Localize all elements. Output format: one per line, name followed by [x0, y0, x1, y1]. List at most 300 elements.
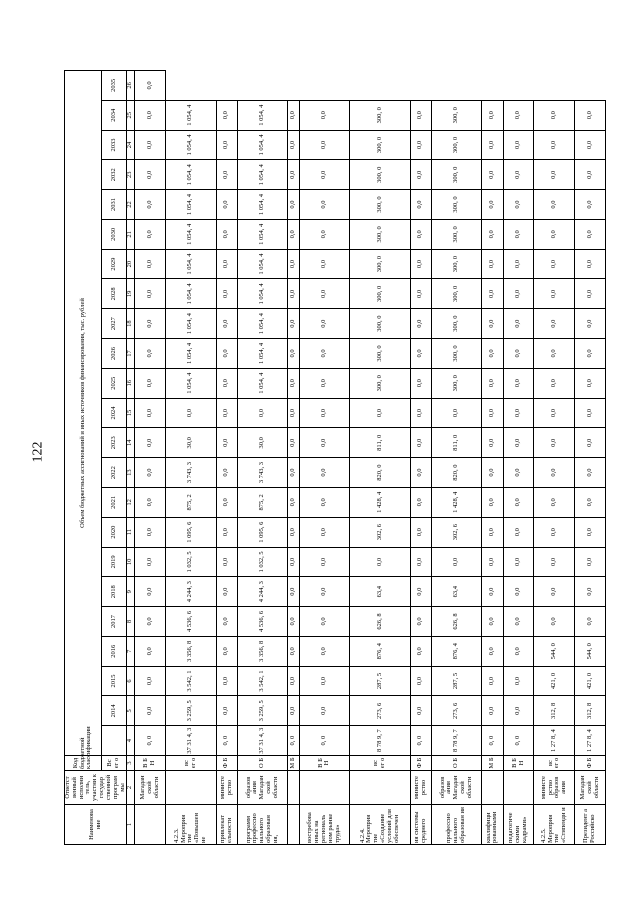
row-source: М Б [288, 756, 299, 771]
row-value: 0,0 [482, 517, 503, 547]
row-value: 875, 2 [237, 487, 288, 517]
document-page [64, 70, 600, 845]
row-value: 0,0 [482, 160, 503, 190]
row-value: 0,0 [575, 368, 606, 398]
column-number: 1 [127, 805, 135, 845]
row-value: 626, 8 [350, 607, 410, 637]
table-row [216, 71, 237, 845]
row-value: 1 095, 6 [237, 517, 288, 547]
header-code: Код бюджетной классификации [65, 756, 102, 771]
row-value: 0,0 [299, 160, 350, 190]
row-value: 312, 8 [575, 696, 606, 726]
row-source: М Б [482, 756, 503, 771]
row-value: 1 27 8, 4 [575, 726, 606, 756]
row-value: 0,0 [575, 607, 606, 637]
row-value: 4 536, 6 [237, 607, 288, 637]
row-value: 0,0 [135, 309, 166, 339]
row-value: 0,0 [482, 607, 503, 637]
row-value: 287, 5 [350, 666, 410, 696]
row-value: 3 259, 5 [237, 696, 288, 726]
row-value: 0,0 [482, 368, 503, 398]
table-row [135, 71, 166, 845]
header-year-total [102, 726, 127, 756]
row-value: 0,0 [299, 100, 350, 130]
row-value: 0,0 [503, 547, 534, 577]
row-value: 0,0 [216, 458, 237, 488]
row-value: 0,0 [534, 160, 575, 190]
row-source: вс ег о [350, 756, 410, 771]
row-value: 1 054, 4 [166, 309, 217, 339]
row-value: 1 054, 4 [237, 190, 288, 220]
row-value: 0,0 [575, 130, 606, 160]
row-value: 0,0 [288, 517, 299, 547]
table-row [350, 71, 410, 845]
row-responsible [350, 771, 410, 805]
row-value: 0,0 [288, 160, 299, 190]
row-value: 0,0 [503, 190, 534, 220]
table-row [534, 71, 575, 845]
row-value: 0,0 [534, 487, 575, 517]
row-value: 0,0 [410, 577, 431, 607]
row-value: 300, 0 [431, 160, 482, 190]
row-value: 0,0 [431, 547, 482, 577]
row-value: 0,0 [503, 517, 534, 547]
row-value: 1 095, 6 [166, 517, 217, 547]
row-value: 0,0 [216, 130, 237, 160]
row-source: Ф Б [216, 756, 237, 771]
column-number: 25 [127, 100, 135, 130]
row-value: 0,0 [503, 130, 534, 160]
row-value: 3 743, 3 [166, 458, 217, 488]
row-value: 0,0 [216, 339, 237, 369]
header-year: 2031 [102, 190, 127, 220]
row-value: 0,0 [299, 577, 350, 607]
column-number: 15 [127, 398, 135, 428]
row-value: 0,0 [299, 517, 350, 547]
row-value: 0,0 [299, 607, 350, 637]
row-value: 300, 0 [431, 368, 482, 398]
row-value: 0,0 [575, 339, 606, 369]
row-value: 0,0 [288, 368, 299, 398]
row-value: 0,0 [482, 219, 503, 249]
row-value: 300, 0 [431, 249, 482, 279]
row-value: 1 054, 4 [166, 219, 217, 249]
row-value: 0,0 [288, 249, 299, 279]
row-value: 0,0 [299, 279, 350, 309]
row-name: педагогиче скими кадрами» [503, 805, 534, 845]
row-value: 0,0 [575, 517, 606, 547]
row-value: 0,0 [482, 547, 503, 577]
row-value: 875, 2 [166, 487, 217, 517]
header-years-row [102, 71, 127, 845]
row-name: привлекат ельности [216, 805, 237, 845]
row-value: 300, 0 [350, 100, 410, 130]
row-source: Ф Б [410, 756, 431, 771]
row-value: 544, 0 [575, 636, 606, 666]
row-value: 0,0 [410, 100, 431, 130]
row-value: 0,0 [216, 100, 237, 130]
row-value: 0,0 [482, 249, 503, 279]
budget-table [64, 70, 606, 845]
row-value: 0,0 [534, 398, 575, 428]
column-number: 26 [127, 71, 135, 101]
row-value: 0,0 [482, 428, 503, 458]
row-responsible: образов ания Магадан ской области [431, 771, 482, 805]
row-value: 37 31 4, 3 [166, 726, 217, 756]
row-name: Президент а Российско [575, 805, 606, 845]
row-value: 0,0 [534, 249, 575, 279]
row-value: 0,0 [410, 428, 431, 458]
row-value: 0,0 [534, 547, 575, 577]
row-value: 0,0 [482, 487, 503, 517]
row-value: 0,0 [534, 190, 575, 220]
header-name: Наименова ние [65, 805, 127, 845]
table-row [166, 71, 217, 845]
header-year: 2030 [102, 219, 127, 249]
row-value: 0,0 [410, 219, 431, 249]
row-value: 0,0 [410, 517, 431, 547]
row-value: 0,0 [135, 249, 166, 279]
row-value: 1 428, 4 [350, 487, 410, 517]
row-value: 0, 0 [410, 726, 431, 756]
row-value: 0,0 [135, 71, 166, 101]
row-value: 0,0 [216, 190, 237, 220]
row-value: 300, 0 [350, 339, 410, 369]
row-value: 1 054, 4 [166, 249, 217, 279]
row-value: 811, 0 [431, 428, 482, 458]
row-value: 0,0 [135, 398, 166, 428]
row-value: 0,0 [575, 279, 606, 309]
row-value: 300, 0 [431, 100, 482, 130]
column-number: 10 [127, 547, 135, 577]
column-number: 22 [127, 190, 135, 220]
row-value: 0,0 [135, 100, 166, 130]
row-value: 0,0 [135, 279, 166, 309]
column-number: 9 [127, 577, 135, 607]
row-value: 4 536, 6 [166, 607, 217, 637]
row-value: 0,0 [482, 190, 503, 220]
table-row [410, 71, 431, 845]
column-number: 2 [127, 771, 135, 805]
row-value: 0,0 [431, 398, 482, 428]
row-value: 0, 0 [482, 726, 503, 756]
row-value: 0,0 [575, 547, 606, 577]
row-value: 0,0 [503, 368, 534, 398]
column-number: 4 [127, 726, 135, 756]
row-value: 876, 4 [350, 636, 410, 666]
row-value: 421, 0 [575, 666, 606, 696]
header-year: 2029 [102, 249, 127, 279]
row-value: 0,0 [216, 428, 237, 458]
row-value: 0,0 [410, 607, 431, 637]
row-value: 0,0 [503, 219, 534, 249]
row-value: 0,0 [410, 249, 431, 279]
row-source: В Б Н [299, 756, 350, 771]
row-value: 0,0 [534, 339, 575, 369]
table-row [237, 71, 288, 845]
row-value: 0,0 [503, 398, 534, 428]
row-value: 300, 0 [431, 339, 482, 369]
row-responsible [503, 771, 534, 805]
row-value: 0,0 [216, 636, 237, 666]
row-value: 300, 0 [350, 309, 410, 339]
column-number: 18 [127, 309, 135, 339]
row-value: 0,0 [135, 666, 166, 696]
row-value: 0,0 [575, 249, 606, 279]
row-value: 1 27 8, 4 [534, 726, 575, 756]
row-value: 0, 0 [503, 726, 534, 756]
row-value: 0,0 [135, 607, 166, 637]
row-value: 0,0 [299, 190, 350, 220]
header-year: 2015 [102, 666, 127, 696]
column-number: 7 [127, 636, 135, 666]
row-responsible: Магадан ской области [135, 771, 166, 805]
row-value: 0,0 [288, 428, 299, 458]
row-value: 0,0 [288, 219, 299, 249]
header-year: 2017 [102, 607, 127, 637]
column-number: 8 [127, 607, 135, 637]
row-name: 4.2.4. Мероприя тие «Создание условий для обеспечен [350, 805, 410, 845]
row-value: 8 78 9, 7 [431, 726, 482, 756]
column-number: 5 [127, 696, 135, 726]
row-value: 0,0 [482, 458, 503, 488]
row-value: 0,0 [534, 279, 575, 309]
row-value: 0,0 [288, 607, 299, 637]
header-year: 2019 [102, 547, 127, 577]
row-value: 300, 0 [350, 130, 410, 160]
row-name: программ профессио нального образован ия, [237, 805, 288, 845]
row-value: 0,0 [350, 547, 410, 577]
row-value: 3 356, 8 [237, 636, 288, 666]
row-value: 0,0 [534, 607, 575, 637]
row-value: 1 054, 4 [166, 339, 217, 369]
row-value: 0,0 [575, 190, 606, 220]
row-value: 0,0 [288, 666, 299, 696]
row-value: 3 743, 3 [237, 458, 288, 488]
row-value: 0,0 [216, 607, 237, 637]
row-value: 0,0 [216, 219, 237, 249]
header-year: 2024 [102, 398, 127, 428]
row-value: 3 259, 5 [166, 696, 217, 726]
row-value: 0,0 [410, 368, 431, 398]
row-responsible [288, 771, 299, 805]
row-value: 544, 0 [534, 636, 575, 666]
row-value: 8 78 9, 7 [350, 726, 410, 756]
row-value: 0,0 [135, 547, 166, 577]
row-value: 0,0 [503, 607, 534, 637]
row-value: 0,0 [503, 160, 534, 190]
row-value: 0, 0 [299, 726, 350, 756]
row-value: 0,0 [135, 130, 166, 160]
header-funding: Объем бюджетных ассигнований и иных источников финансирования, тыс. рублей [65, 71, 102, 756]
row-value: 0,0 [135, 190, 166, 220]
row-value: 0,0 [482, 339, 503, 369]
header-year: 2028 [102, 279, 127, 309]
row-value: 0,0 [534, 130, 575, 160]
row-source: В Б Н [135, 756, 166, 771]
row-value: 0,0 [482, 577, 503, 607]
row-name: востребова нных на региональ ном рынке труда» [299, 805, 350, 845]
row-value: 0,0 [575, 219, 606, 249]
header-year: 2033 [102, 130, 127, 160]
row-value: 0,0 [299, 547, 350, 577]
row-value: 0,0 [534, 368, 575, 398]
table-row [299, 71, 350, 845]
row-value: 1 054, 4 [166, 130, 217, 160]
row-value: 300, 0 [431, 130, 482, 160]
column-number: 11 [127, 517, 135, 547]
row-value: 30,0 [166, 428, 217, 458]
table-body [135, 71, 606, 845]
row-value: 0,0 [299, 130, 350, 160]
row-value: 300, 0 [350, 368, 410, 398]
row-value: 300, 0 [350, 249, 410, 279]
row-value: 1 054, 4 [237, 279, 288, 309]
row-value: 0,0 [575, 577, 606, 607]
row-value: 0,0 [503, 309, 534, 339]
row-value: 0,0 [166, 398, 217, 428]
row-value: 0,0 [534, 458, 575, 488]
row-value: 63,4 [431, 577, 482, 607]
row-value: 1 428, 4 [431, 487, 482, 517]
column-number: 16 [127, 368, 135, 398]
row-value: 0,0 [216, 577, 237, 607]
row-responsible: министе рство [410, 771, 431, 805]
row-value: 300, 0 [431, 190, 482, 220]
row-value: 1 054, 4 [237, 309, 288, 339]
row-name: ия системы среднего [410, 805, 431, 845]
header-year: 2022 [102, 458, 127, 488]
row-value: 0,0 [575, 160, 606, 190]
column-number: 12 [127, 487, 135, 517]
row-source: О Б [237, 756, 288, 771]
row-value: 0,0 [216, 279, 237, 309]
page-number: 122 [30, 441, 46, 463]
row-value: 287, 5 [431, 666, 482, 696]
row-value: 0,0 [288, 547, 299, 577]
row-value: 0,0 [135, 636, 166, 666]
header-year: 2021 [102, 487, 127, 517]
row-value: 1 054, 4 [166, 100, 217, 130]
header-year: 2027 [102, 309, 127, 339]
row-value: 0,0 [216, 368, 237, 398]
row-value: 0,0 [288, 398, 299, 428]
row-value: 1 054, 4 [166, 160, 217, 190]
row-value: 0,0 [135, 339, 166, 369]
row-value: 3 542, 1 [166, 666, 217, 696]
row-value: 0,0 [410, 279, 431, 309]
row-value: 0,0 [288, 577, 299, 607]
row-value: 0,0 [216, 249, 237, 279]
row-value: 0,0 [288, 309, 299, 339]
column-number: 3 [127, 756, 135, 771]
row-value: 0,0 [135, 577, 166, 607]
header-year: 2016 [102, 636, 127, 666]
row-value: 0,0 [299, 428, 350, 458]
row-value: 0,0 [299, 398, 350, 428]
row-value: 0,0 [410, 636, 431, 666]
row-responsible [166, 771, 217, 805]
row-value: 0,0 [135, 487, 166, 517]
row-responsible: Магадан ской области [575, 771, 606, 805]
row-value: 0,0 [503, 636, 534, 666]
row-value: 820, 0 [431, 458, 482, 488]
header-year: 2035 [102, 71, 127, 101]
row-value: 0,0 [410, 696, 431, 726]
row-source: вс ег о [534, 756, 575, 771]
row-value: 3 356, 8 [166, 636, 217, 666]
table-row [431, 71, 482, 845]
row-value: 0,0 [410, 130, 431, 160]
row-value: 1 054, 4 [237, 339, 288, 369]
row-value: 0,0 [288, 487, 299, 517]
row-value: 0,0 [410, 666, 431, 696]
row-value: 0,0 [410, 339, 431, 369]
row-value: 0,0 [503, 428, 534, 458]
header-year: 2014 [102, 696, 127, 726]
row-value: 0,0 [299, 249, 350, 279]
row-value: 1 054, 4 [237, 100, 288, 130]
row-value: 0,0 [410, 160, 431, 190]
row-value: 0,0 [288, 190, 299, 220]
row-name: 4.2.3. Мероприя тие «Повышен ие [166, 805, 217, 845]
row-value: 0,0 [503, 339, 534, 369]
row-value: 0,0 [299, 458, 350, 488]
row-value: 0,0 [216, 487, 237, 517]
row-value: 0,0 [288, 696, 299, 726]
row-value: 63,4 [350, 577, 410, 607]
row-value: 0,0 [482, 398, 503, 428]
header-year: 2034 [102, 100, 127, 130]
row-value: 0,0 [216, 398, 237, 428]
row-value: 0,0 [216, 666, 237, 696]
row-name: 4.2.5. Мероприя тие «Стипенди и [534, 805, 575, 845]
row-value: 1 054, 4 [237, 130, 288, 160]
row-value: 0,0 [288, 636, 299, 666]
row-value: 0,0 [482, 696, 503, 726]
row-responsible [299, 771, 350, 805]
row-source: вс ег о [166, 756, 217, 771]
row-value: 0,0 [299, 339, 350, 369]
row-value: 0, 0 [288, 726, 299, 756]
row-value: 300, 0 [350, 160, 410, 190]
row-name [135, 805, 166, 845]
row-value: 0,0 [410, 309, 431, 339]
header-row-1 [65, 71, 102, 845]
row-value: 273, 6 [350, 696, 410, 726]
row-value: 0,0 [216, 309, 237, 339]
row-value: 302, 6 [431, 517, 482, 547]
row-value: 0,0 [534, 219, 575, 249]
row-value: 1 032, 5 [166, 547, 217, 577]
row-value: 0, 0 [135, 726, 166, 756]
table-row [288, 71, 299, 845]
row-value: 0,0 [482, 636, 503, 666]
row-value: 0,0 [410, 487, 431, 517]
row-value: 300, 0 [350, 190, 410, 220]
row-value: 0,0 [299, 219, 350, 249]
row-value: 0,0 [299, 487, 350, 517]
row-value: 300, 0 [431, 309, 482, 339]
row-source: Ф Б [575, 756, 606, 771]
row-value: 0,0 [216, 696, 237, 726]
row-value: 0,0 [135, 160, 166, 190]
row-value: 0,0 [410, 190, 431, 220]
row-name: квалифици рованными [482, 805, 503, 845]
row-value: 312, 8 [534, 696, 575, 726]
row-value: 1 054, 4 [237, 368, 288, 398]
row-value: 0,0 [135, 458, 166, 488]
